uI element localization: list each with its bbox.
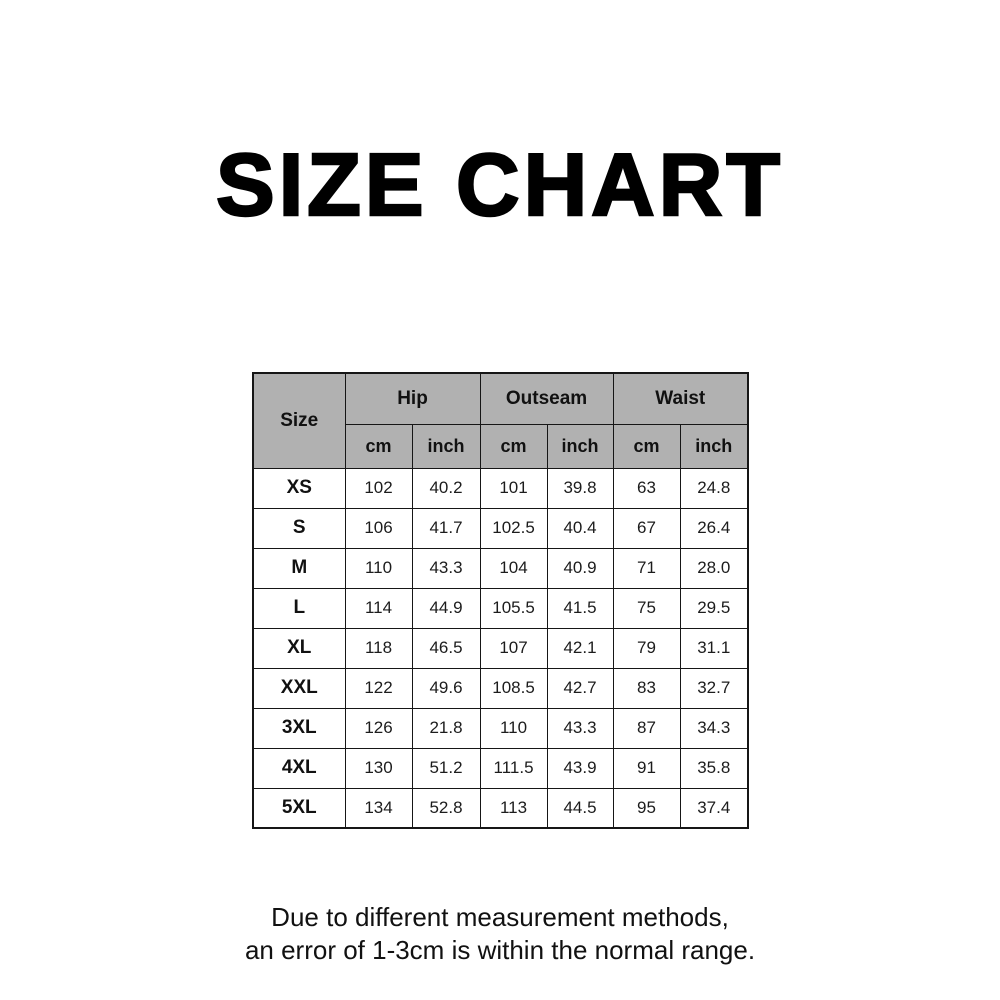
value-cell: 42.7 bbox=[547, 668, 613, 708]
unit-header-waist-cm: cm bbox=[613, 424, 680, 468]
value-cell: 26.4 bbox=[680, 508, 748, 548]
value-cell: 46.5 bbox=[412, 628, 480, 668]
size-cell: XXL bbox=[253, 668, 345, 708]
value-cell: 110 bbox=[480, 708, 547, 748]
size-cell: XL bbox=[253, 628, 345, 668]
value-cell: 113 bbox=[480, 788, 547, 828]
table-row-m bbox=[253, 548, 748, 588]
unit-header-outseam-inch: inch bbox=[547, 424, 613, 468]
value-cell: 122 bbox=[345, 668, 412, 708]
value-cell: 104 bbox=[480, 548, 547, 588]
value-cell: 95 bbox=[613, 788, 680, 828]
size-column-header: Size bbox=[253, 373, 345, 468]
value-cell: 87 bbox=[613, 708, 680, 748]
footer-line-2: an error of 1-3cm is within the normal range. bbox=[244, 935, 756, 965]
value-cell: 39.8 bbox=[547, 468, 613, 508]
value-cell: 40.9 bbox=[547, 548, 613, 588]
value-cell: 110 bbox=[345, 548, 412, 588]
size-cell: L bbox=[253, 588, 345, 628]
size-cell: S bbox=[253, 508, 345, 548]
value-cell: 102.5 bbox=[480, 508, 547, 548]
value-cell: 130 bbox=[345, 748, 412, 788]
size-chart-table bbox=[252, 372, 749, 829]
value-cell: 37.4 bbox=[680, 788, 748, 828]
unit-header-waist-inch: inch bbox=[680, 424, 748, 468]
value-cell: 24.8 bbox=[680, 468, 748, 508]
value-cell: 32.7 bbox=[680, 668, 748, 708]
value-cell: 63 bbox=[613, 468, 680, 508]
value-cell: 126 bbox=[345, 708, 412, 748]
value-cell: 29.5 bbox=[680, 588, 748, 628]
value-cell: 31.1 bbox=[680, 628, 748, 668]
size-cell: 3XL bbox=[253, 708, 345, 748]
value-cell: 42.1 bbox=[547, 628, 613, 668]
value-cell: 44.5 bbox=[547, 788, 613, 828]
table-row-4xl bbox=[253, 748, 748, 788]
unit-header-hip-cm: cm bbox=[345, 424, 412, 468]
table-row-3xl bbox=[253, 708, 748, 748]
table-header-group-row bbox=[253, 373, 748, 424]
value-cell: 91 bbox=[613, 748, 680, 788]
value-cell: 40.2 bbox=[412, 468, 480, 508]
value-cell: 101 bbox=[480, 468, 547, 508]
value-cell: 105.5 bbox=[480, 588, 547, 628]
size-cell: 5XL bbox=[253, 788, 345, 828]
group-header-outseam: Outseam bbox=[480, 373, 613, 424]
value-cell: 40.4 bbox=[547, 508, 613, 548]
group-header-waist: Waist bbox=[613, 373, 748, 424]
value-cell: 102 bbox=[345, 468, 412, 508]
table-row-xs bbox=[253, 468, 748, 508]
value-cell: 43.3 bbox=[547, 708, 613, 748]
table-row-l bbox=[253, 588, 748, 628]
value-cell: 51.2 bbox=[412, 748, 480, 788]
value-cell: 43.9 bbox=[547, 748, 613, 788]
group-header-hip: Hip bbox=[345, 373, 480, 424]
value-cell: 107 bbox=[480, 628, 547, 668]
value-cell: 75 bbox=[613, 588, 680, 628]
unit-header-hip-inch: inch bbox=[412, 424, 480, 468]
value-cell: 44.9 bbox=[412, 588, 480, 628]
value-cell: 83 bbox=[613, 668, 680, 708]
page-title: SIZE CHART bbox=[216, 135, 784, 234]
value-cell: 34.3 bbox=[680, 708, 748, 748]
value-cell: 106 bbox=[345, 508, 412, 548]
value-cell: 49.6 bbox=[412, 668, 480, 708]
value-cell: 28.0 bbox=[680, 548, 748, 588]
value-cell: 71 bbox=[613, 548, 680, 588]
value-cell: 134 bbox=[345, 788, 412, 828]
size-cell: 4XL bbox=[253, 748, 345, 788]
value-cell: 67 bbox=[613, 508, 680, 548]
value-cell: 114 bbox=[345, 588, 412, 628]
value-cell: 43.3 bbox=[412, 548, 480, 588]
value-cell: 111.5 bbox=[480, 748, 547, 788]
value-cell: 41.5 bbox=[547, 588, 613, 628]
table-row-xxl bbox=[253, 668, 748, 708]
footer-note bbox=[0, 901, 1000, 967]
table-row-5xl bbox=[253, 788, 748, 828]
size-cell: XS bbox=[253, 468, 345, 508]
value-cell: 41.7 bbox=[412, 508, 480, 548]
value-cell: 52.8 bbox=[412, 788, 480, 828]
value-cell: 79 bbox=[613, 628, 680, 668]
value-cell: 108.5 bbox=[480, 668, 547, 708]
table-row-s bbox=[253, 508, 748, 548]
unit-header-outseam-cm: cm bbox=[480, 424, 547, 468]
footer-line-1: Due to different measurement methods, bbox=[271, 902, 729, 932]
table-row-xl bbox=[253, 628, 748, 668]
value-cell: 35.8 bbox=[680, 748, 748, 788]
size-cell: M bbox=[253, 548, 345, 588]
value-cell: 21.8 bbox=[412, 708, 480, 748]
value-cell: 118 bbox=[345, 628, 412, 668]
